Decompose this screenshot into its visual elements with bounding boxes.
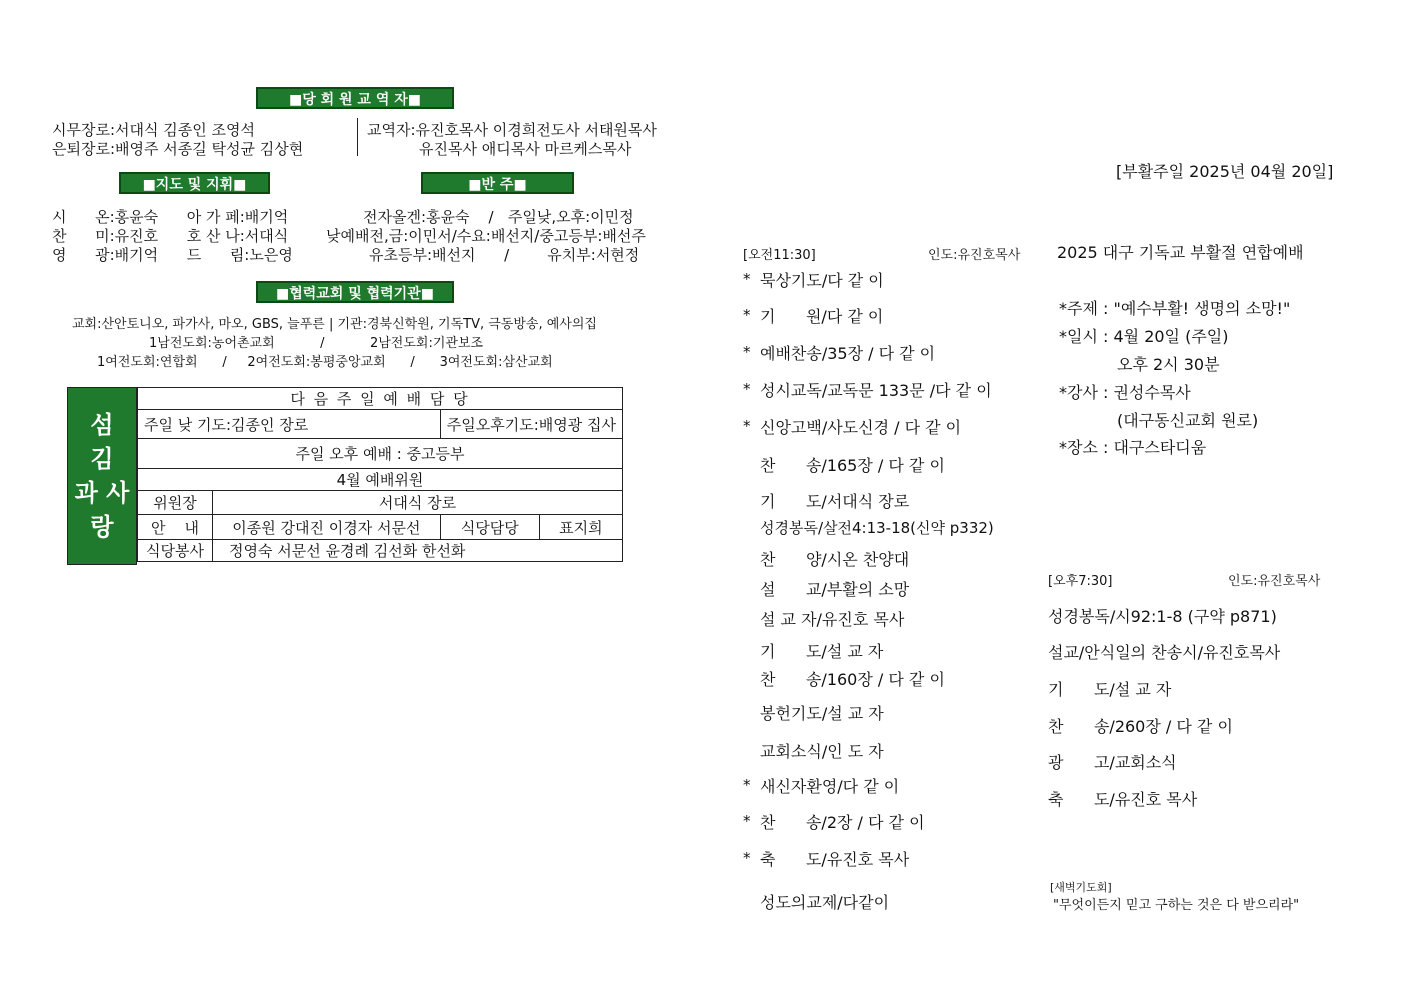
evening-time: [오후7:30] — [1048, 574, 1113, 589]
partner-line: 교회:산안토니오, 파가사, 마오, GBS, 늘푸른 | 기관:경북신학원, 기독TV, 극동방송, 예사의집 — [72, 317, 597, 332]
order-item: 기 원/다 같 이 — [760, 307, 884, 326]
order-item: 축 도/유진호 목사 — [760, 850, 910, 869]
motto-line: 랑 — [90, 513, 114, 541]
required-stand-mark: * — [743, 380, 751, 398]
order-item: 새신자환영/다 같 이 — [760, 777, 900, 796]
order-item: 설 교/부활의 소망 — [760, 580, 910, 599]
union-line: *일시 : 4월 20일 (주일) — [1059, 327, 1229, 346]
evening-item: 설교/안식일의 찬송시/유진호목사 — [1048, 643, 1281, 662]
band-line: 유초등부:배선지 / 유치부:서현정 — [369, 246, 640, 264]
guide-line: 찬 미:유진호 호 산 나:서대식 — [52, 227, 289, 245]
motto-box — [67, 387, 137, 565]
evening-item: 광 고/교회소식 — [1048, 753, 1177, 772]
guide-line: 영 광:배기억 드 림:노은영 — [52, 246, 293, 264]
required-stand-mark: * — [743, 270, 751, 288]
union-line: *주제 : "예수부활! 생명의 소망!" — [1059, 299, 1291, 318]
next-week-title: 다 음 주 일 예 배 담 당 — [138, 388, 623, 410]
evening-item: 기 도/설 교 자 — [1048, 680, 1172, 699]
order-item: 찬 송/160장 / 다 같 이 — [760, 670, 945, 689]
duty-table — [137, 387, 623, 562]
evening-item: 성경봉독/시92:1-8 (구약 p871) — [1048, 607, 1277, 626]
committee-title: 4월 예배위원 — [138, 469, 623, 491]
active-elders: 시무장로:서대식 김종인 조영석 — [52, 121, 255, 139]
divider — [357, 118, 358, 156]
band-line: 낮예배전,금:이민서/수요:배선지/중고등부:배선주 — [326, 227, 646, 245]
required-stand-mark: * — [743, 343, 751, 361]
band-title: ■반 주■ — [421, 172, 574, 194]
union-line: *강사 : 권성수목사 — [1059, 383, 1191, 402]
order-item: 기 도/서대식 장로 — [760, 492, 910, 511]
union-line: 오후 2시 30분 — [1117, 355, 1220, 374]
order-item: 교회소식/인 도 자 — [760, 742, 884, 761]
ministers-line-1: 교역자:유진호목사 이경희전도사 서태원목사 — [367, 121, 657, 139]
morning-leader: 인도:유진호목사 — [928, 248, 1021, 263]
dawn-label: [새벽기도회] — [1050, 881, 1112, 894]
motto-line: 섬 — [90, 411, 114, 439]
union-line: (대구동신교회 원로) — [1117, 411, 1259, 430]
union-title: 2025 대구 기독교 부활절 연합예배 — [1057, 243, 1304, 262]
order-item: 성경봉독/살전4:13-18(신약 p332) — [760, 519, 994, 537]
kitchen-label: 식당담당 — [440, 515, 539, 540]
required-stand-mark: * — [743, 306, 751, 324]
order-item: 성도의교제/다같이 — [760, 893, 890, 912]
order-item: 성시교독/교독문 133문 /다 같 이 — [760, 381, 992, 400]
morning-time: [오전11:30] — [743, 248, 816, 263]
chair-value: 서대식 장로 — [213, 491, 623, 515]
retired-elders: 은퇴장로:배영주 서종길 탁성균 김상현 — [52, 140, 304, 158]
order-item: 신앙고백/사도신경 / 다 같 이 — [760, 418, 962, 437]
guide-title: ■지도 및 지휘■ — [119, 172, 270, 194]
afternoon-prayer: 주일오후기도:배영광 집사 — [440, 410, 622, 439]
motto-line: 김 — [90, 445, 114, 473]
required-stand-mark: * — [743, 417, 751, 435]
kitchen-serve-value: 정영숙 서문선 윤경례 김선화 한선화 — [213, 540, 623, 562]
partner-line: 1남전도회:농어촌교회 / 2남전도회:기관보조 — [149, 336, 484, 351]
required-stand-mark: * — [743, 849, 751, 867]
order-item: 찬 양/시온 찬양대 — [760, 550, 910, 569]
chair-label: 위원장 — [138, 491, 213, 515]
evening-item: 찬 송/260장 / 다 같 이 — [1048, 717, 1233, 736]
order-item: 예배찬송/35장 / 다 같 이 — [760, 344, 936, 363]
required-stand-mark: * — [743, 812, 751, 830]
kitchen-value: 표지희 — [539, 515, 622, 540]
noon-prayer: 주일 낮 기도:김종인 장로 — [138, 410, 441, 439]
council-title: ■당 회 원 교 역 자■ — [256, 87, 454, 109]
order-item: 찬 송/2장 / 다 같 이 — [760, 813, 925, 832]
order-item: 봉헌기도/설 교 자 — [760, 704, 884, 723]
band-line: 전자올겐:홍윤숙 / 주일낮,오후:이민정 — [363, 208, 634, 226]
kitchen-serve-label: 식당봉사 — [138, 540, 213, 562]
evening-leader: 인도:유진호목사 — [1228, 574, 1321, 589]
partner-line: 1여전도회:연합회 / 2여전도회:봉평중앙교회 / 3여전도회:삼산교회 — [97, 355, 553, 370]
ministers-line-2: 유진목사 애디목사 마르케스목사 — [419, 140, 632, 158]
dawn-verse: "무엇이든지 믿고 구하는 것은 다 받으리라" — [1053, 898, 1300, 913]
afternoon-service: 주일 오후 예배 : 중고등부 — [138, 439, 623, 469]
motto-line: 과 사 — [74, 479, 130, 507]
guide-line: 시 온:홍윤숙 아 가 페:배기억 — [52, 208, 289, 226]
order-item: 기 도/설 교 자 — [760, 642, 884, 661]
partner-title: ■협력교회 및 협력기관■ — [256, 281, 454, 303]
order-item: 묵상기도/다 같 이 — [760, 271, 884, 290]
usher-label: 안 내 — [138, 515, 213, 540]
date-header: [부활주일 2025년 04월 20일] — [1116, 162, 1334, 181]
required-stand-mark: * — [743, 776, 751, 794]
order-item: 설 교 자/유진호 목사 — [760, 610, 905, 629]
order-item: 찬 송/165장 / 다 같 이 — [760, 456, 945, 475]
usher-value: 이종원 강대진 이경자 서문선 — [213, 515, 441, 540]
evening-item: 축 도/유진호 목사 — [1048, 790, 1198, 809]
union-line: *장소 : 대구스타디움 — [1059, 438, 1207, 457]
